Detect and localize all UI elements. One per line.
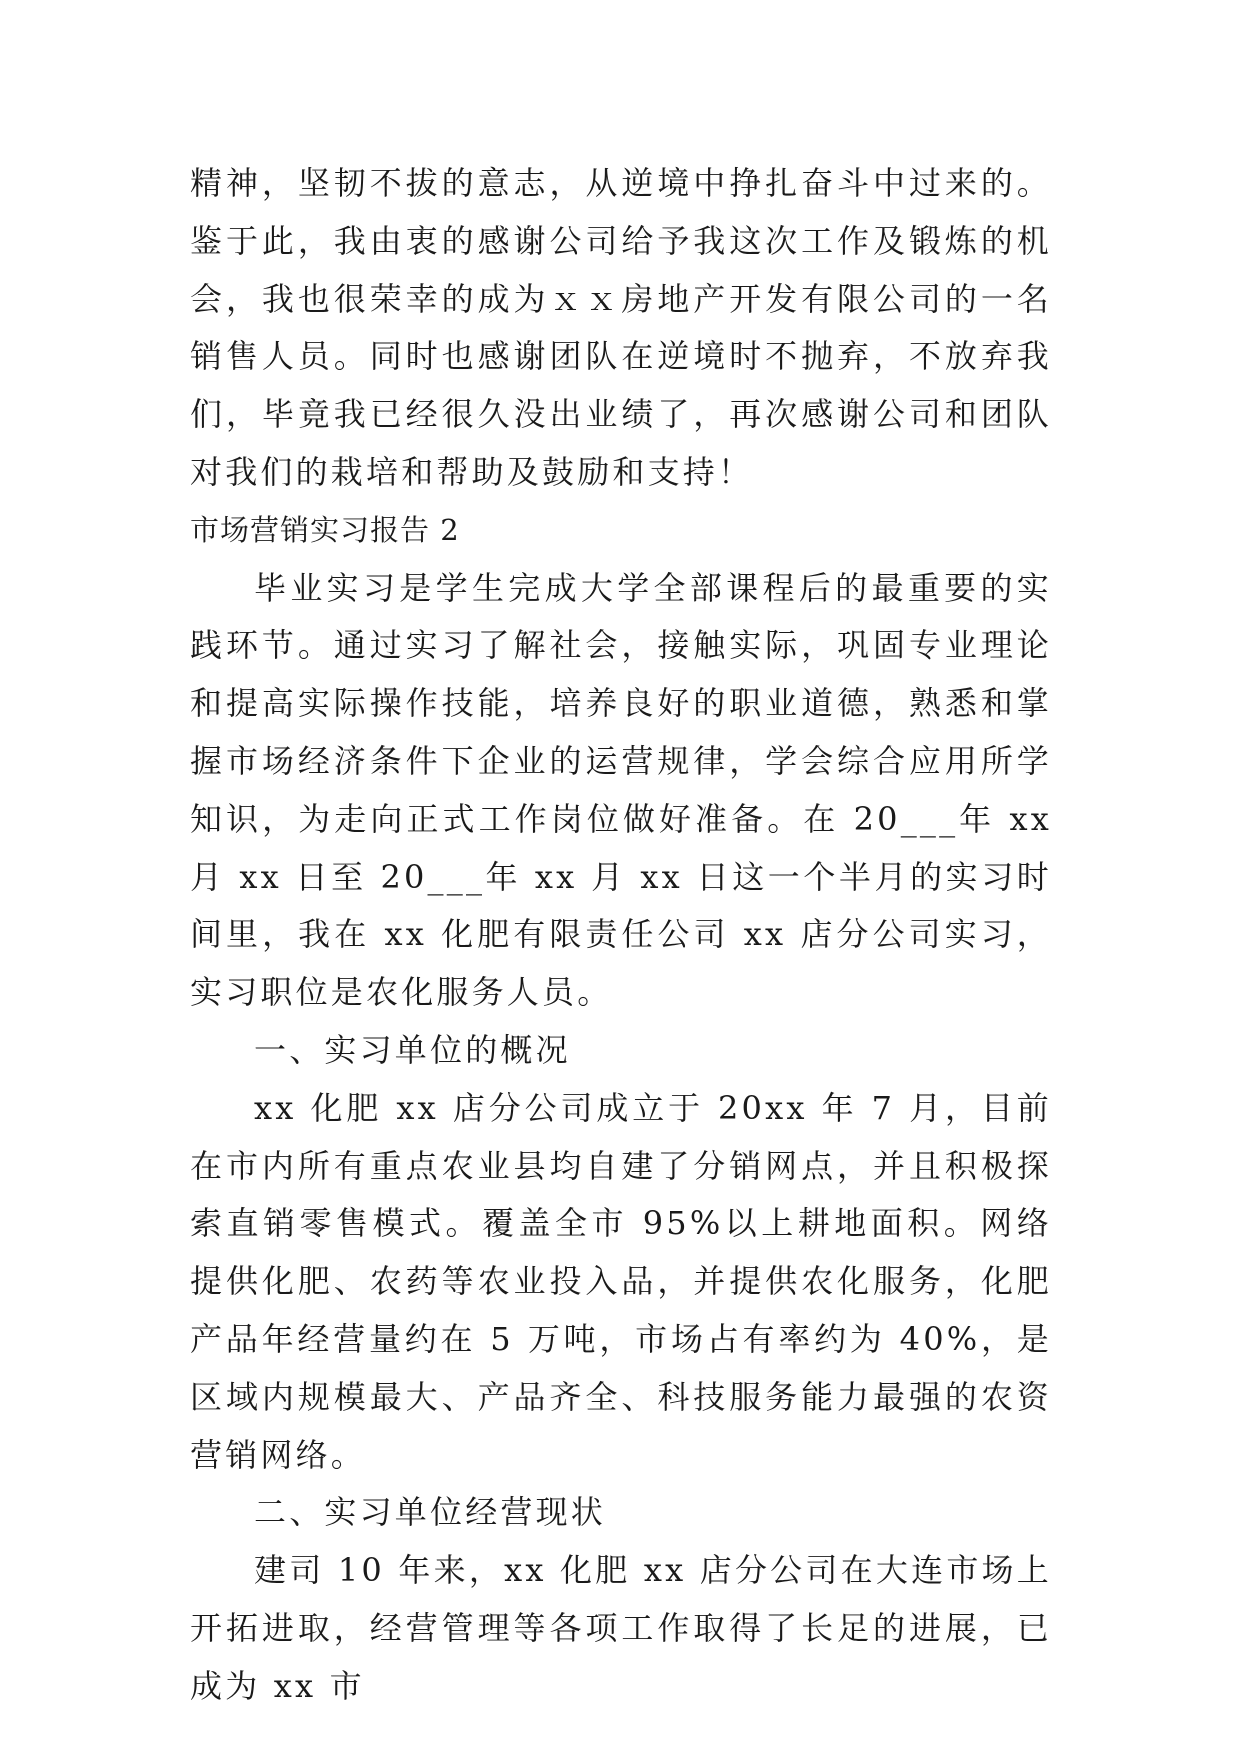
continued-paragraph: 精神，坚韧不拔的意志，从逆境中挣扎奋斗中过来的。鉴于此，我由衷的感谢公司给予我这次工作及锻炼的机会，我也很荣幸的成为ｘｘ房地产开发有限公司的一名销售人员。同时也感谢团队在逆境时不抛弃，不放弃我们，毕竟我已经很久没出业绩了，再次感谢公司和团队对我们的栽培和帮助及鼓励和支持！ [190, 164, 1052, 491]
document-body [190, 155, 1052, 1716]
paragraph-2: 建司 10 年来，xx 化肥 xx 店分公司在大连市场上开拓进取，经营管理等各项工作取得了长足的进展，已成为 xx 市 [190, 1551, 1052, 1705]
section-title: 市场营销实习报告 2 [190, 512, 460, 547]
section-heading-1: 一、实习单位的概况 [254, 1030, 571, 1069]
intro-paragraph: 毕业实习是学生完成大学全部课程后的最重要的实践环节。通过实习了解社会，接触实际，巩固专业理论和提高实际操作技能，培养良好的职业道德，熟悉和掌握市场经济条件下企业的运营规律，学会综合应用所学知识，为走向正式工作岗位做好准备。在 20___年 xx 月 xx 日至 20___年 xx 月 xx 日这一个半月的实习时间里，我在 xx 化肥有限责任公司 xx 店分公司实习，实习职位是农化服务人员。 [190, 568, 1052, 1012]
section-heading-2: 二、实习单位经营现状 [254, 1493, 607, 1532]
paragraph-1: xx 化肥 xx 店分公司成立于 20xx 年 7 月，目前在市内所有重点农业县均自建了分销网点，并且积极探索直销零售模式。覆盖全市 95%以上耕地面积。网络提供化肥、农药等农业投入品，并提供农化服务，化肥产品年经营量约在 5 万吨，市场占有率约为 40%，是区域内规模最大、产品齐全、科技服务能力最强的农资营销网络。 [190, 1088, 1052, 1474]
